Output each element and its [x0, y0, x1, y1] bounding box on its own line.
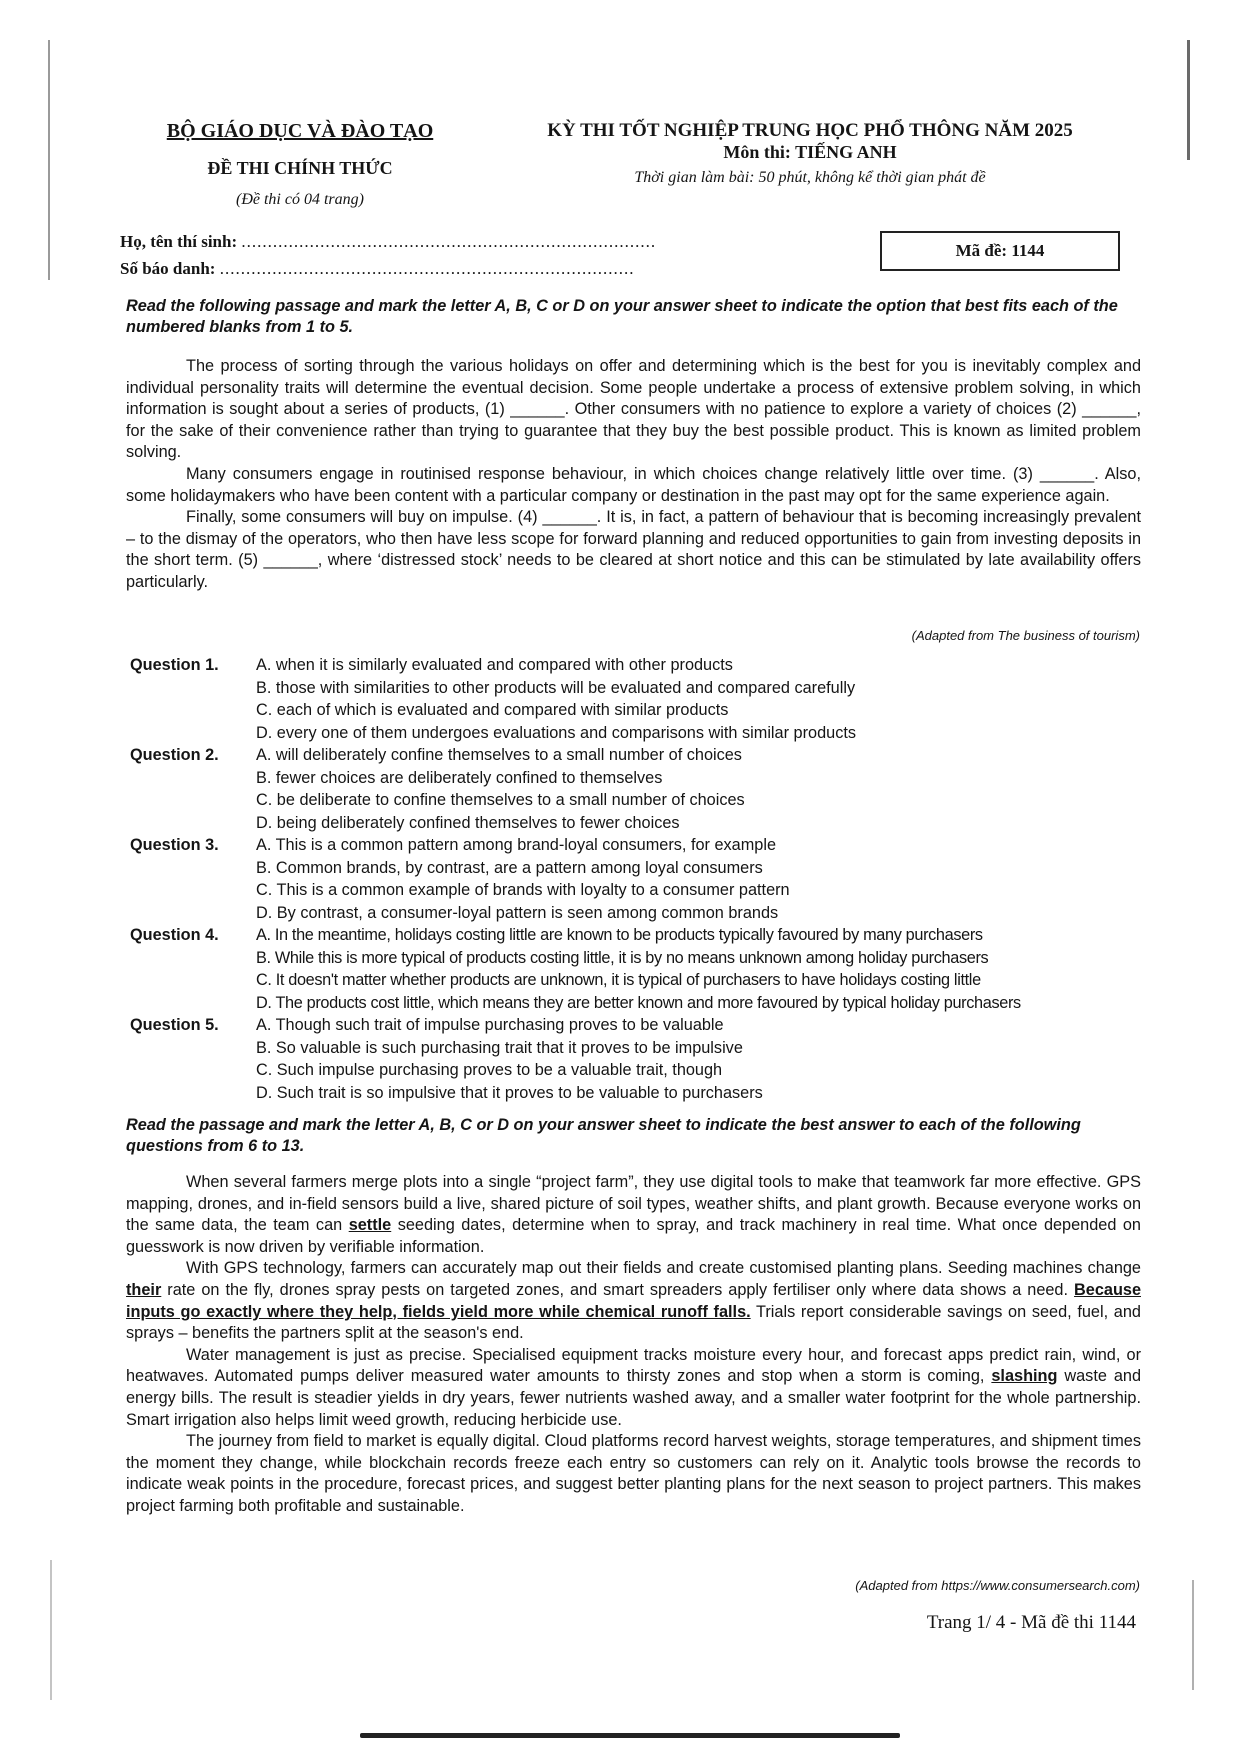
section1-source: (Adapted from The business of tourism) [911, 628, 1140, 643]
q2-option-c[interactable]: C. be deliberate to confine themselves to a small number of choices [256, 791, 745, 809]
passage2-paragraph-3: Water management is just as precise. Specialised equipment tracks moisture every hour, and forecast apps predict rain, wind, or heatwaves. Automated pumps deliver measured water amounts to thirsty zones and stop when a storm is coming, slashing waste and energy bills. The result is steadier yields in dry years, fewer nutrients washed away, and a smaller water footprint for the whole partnership. Smart irrigation also helps limit weed growth, reducing herbicide use. [126, 1345, 1141, 1429]
subject-title: Môn thi: TIẾNG ANH [723, 142, 897, 162]
passage1-paragraph-1: The process of sorting through the various holidays on offer and determining which is the best for you is inevitably complex and individual personality traits will determine the eventual decision. Some people undertake a process of extensive problem solving, in which information is sought about a series of products, (1) ______. Other consumers with no patience to explore a variety of choices (2) ______, for the sake of their convenience rather than trying to guarantee that they buy the best possible product. This is known as limited problem solving. [126, 357, 1141, 462]
section2-instruction: Read the passage and mark the letter A, B, C or D on your answer sheet to indicate the best answer to each of the following questions from 6 to 13. [126, 1116, 1081, 1155]
q1-option-c[interactable]: C. each of which is evaluated and compared with similar products [256, 701, 729, 719]
header-left [130, 120, 470, 209]
section1-instruction: Read the following passage and mark the letter A, B, C or D on your answer sheet to indicate the option that best fits each of the numbered blanks from 1 to 5. [126, 297, 1118, 336]
q5-option-d[interactable]: D. Such trait is so impulsive that it proves to be valuable to purchasers [256, 1083, 763, 1102]
section2-passage [126, 1172, 1141, 1518]
q4-option-b[interactable]: B. While this is more typical of products costing little, it is by no means unknown among holiday purchasers [256, 948, 989, 967]
q5-option-a[interactable]: A. Though such trait of impulse purchasing proves to be valuable [256, 1016, 724, 1034]
official-label: ĐỀ THI CHÍNH THỨC [207, 158, 393, 178]
scan-edge-right [1187, 40, 1190, 160]
time-note: Thời gian làm bài: 50 phút, không kể thời gian phát đề [634, 169, 986, 186]
id-field: Số báo danh: ............................................................................... [120, 259, 635, 278]
q2-option-b[interactable]: B. fewer choices are deliberately confined to themselves [256, 768, 663, 787]
q1-option-a[interactable]: A. when it is similarly evaluated and compared with other products [256, 656, 733, 674]
section1-passage [126, 356, 1141, 594]
header-right [490, 120, 1130, 187]
scan-edge-left-lower [50, 1560, 52, 1700]
underlined-word-slashing: slashing [991, 1367, 1058, 1386]
question-5: Question 5. A. Though such trait of impulse purchasing proves to be valuable B. So valuable is such purchasing trait that it proves to be impulsive C. Such impulse purchasing proves to be a valuable trait, though D. Such trait is so impulsive that it proves to be valuable to purchasers [130, 1014, 1140, 1104]
q1-option-d[interactable]: D. every one of them undergoes evaluations and comparisons with similar products [256, 723, 856, 742]
q2-option-d[interactable]: D. being deliberately confined themselves to fewer choices [256, 813, 680, 832]
passage2-paragraph-4: The journey from field to market is equally digital. Cloud platforms record harvest weights, storage temperatures, and shipment times the moment they change, while blockchain records freeze each entry so customers can rely on it. Analytic tools browse the records to indicate weak points in the procedure, forecast prices, and suggest better planting plans for the next season to project partners. This makes project farming both profitable and sustainable. [126, 1432, 1141, 1515]
name-field: Họ, tên thí sinh: ............................................................................... [120, 232, 657, 251]
underlined-word-settle: settle [348, 1216, 392, 1235]
q4-option-a[interactable]: A. In the meantime, holidays costing little are known to be products typically favoured by many purchasers [256, 926, 983, 944]
q1-option-b[interactable]: B. those with similarities to other products will be evaluated and compared carefully [256, 678, 856, 697]
q5-option-c[interactable]: C. Such impulse purchasing proves to be a valuable trait, though [256, 1061, 723, 1079]
q3-option-c[interactable]: C. This is a common example of brands with loyalty to a consumer pattern [256, 881, 790, 899]
exam-title: KỲ THI TỐT NGHIỆP TRUNG HỌC PHỔ THÔNG NĂM 2025 [547, 120, 1073, 141]
passage1-paragraph-3: Finally, some consumers will buy on impulse. (4) ______. It is, in fact, a pattern of behaviour that is becoming increasingly prevalent – to the dismay of the operators, who then have less scope for forward planning and reduced opportunities to gain from investing deposits in the short term. (5) ______, where ‘distressed stock’ needs to be cleared at short notice and this can be stimulated by late availability offers particularly. [126, 508, 1141, 591]
question-1: Question 1. A. when it is similarly evaluated and compared with other products B. those with similarities to other products will be evaluated and compared carefully C. each of which is evaluated and compared with similar products D. every one of them undergoes evaluations and comparisons with similar products [130, 654, 1140, 744]
q4-option-c[interactable]: C. It doesn't matter whether products are unknown, it is typical of purchasers to have holidays costing little [256, 971, 981, 989]
ministry-title: BỘ GIÁO DỤC VÀ ĐÀO TẠO [166, 120, 434, 142]
id-dots: ............................................................................... [219, 259, 635, 278]
page-footer: Trang 1/ 4 - Mã đề thi 1144 [926, 1612, 1136, 1633]
passage2-paragraph-1: When several farmers merge plots into a single “project farm”, they use digital tools to make that teamwork far more effective. GPS mapping, drones, and in-field sensors build a live, shared picture of soil types, weather shifts, and plant growth. Because everyone works on the same data, the team can settle seeding dates, determine when to spray, and track machinery in real time. What once depended on guesswork is now driven by verifiable information. [126, 1173, 1141, 1256]
question-4: Question 4. A. In the meantime, holidays costing little are known to be products typically favoured by many purchasers B. While this is more typical of products costing little, it is by no means unknown among holiday purchasers C. It doesn't matter whether products are unknown, it is typical of purchasers to have holidays costing little D. The products cost little, which means they are better known and more favoured by typical holiday purchasers [130, 924, 1140, 1014]
q3-option-b[interactable]: B. Common brands, by contrast, are a pattern among loyal consumers [256, 858, 763, 877]
q3-option-a[interactable]: A. This is a common pattern among brand-loyal consumers, for example [256, 836, 777, 854]
q2-option-a[interactable]: A. will deliberately confine themselves to a small number of choices [256, 746, 742, 764]
underlined-word-their: their [126, 1280, 162, 1299]
scan-edge-right-lower [1192, 1580, 1194, 1690]
passage1-paragraph-2: Many consumers engage in routinised response behaviour, in which choices change relatively little over time. (3) ______. Also, some holidaymakers who have been content with a particular company or destination in the past may opt for the same experience again. [126, 464, 1141, 505]
q4-option-d[interactable]: D. The products cost little, which means they are better known and more favoured by typical holiday purchasers [256, 993, 1021, 1012]
underlined-sentence: Because inputs go exactly where they help, fields yield more while chemical runoff falls. [126, 1280, 1141, 1321]
name-dots: ............................................................................... [241, 232, 657, 251]
passage2-paragraph-2: With GPS technology, farmers can accurately map out their fields and create customised planting plans. Seeding machines change their rate on the fly, drones spray pests on targeted zones, and smart spreaders apply fertiliser only where data shows a need. Because inputs go exactly where they help, fields yield more while chemical runoff falls. Trials report considerable savings on seed, fuel, and sprays – benefits the partners split at the season's end. [126, 1259, 1141, 1343]
question-2: Question 2. A. will deliberately confine themselves to a small number of choices B. fewer choices are deliberately confined to themselves C. be deliberate to confine themselves to a small number of choices D. being deliberately confined themselves to fewer choices [130, 744, 1140, 834]
q3-option-d[interactable]: D. By contrast, a consumer-loyal pattern is seen among common brands [256, 903, 779, 922]
section2-source: (Adapted from https://www.consumersearch.com) [855, 1578, 1140, 1593]
exam-code-box: Mã đề: 1144 [880, 231, 1120, 271]
question-list [130, 654, 1140, 1104]
question-3: Question 3. A. This is a common pattern among brand-loyal consumers, for example B. Common brands, by contrast, are a pattern among loyal consumers C. This is a common example of brands with loyalty to a consumer pattern D. By contrast, a consumer-loyal pattern is seen among common brands [130, 834, 1140, 924]
candidate-fields [120, 228, 656, 282]
q5-option-b[interactable]: B. So valuable is such purchasing trait that it proves to be impulsive [256, 1038, 743, 1057]
scan-edge-left [48, 40, 50, 280]
page-count-note: (Đề thi có 04 trang) [236, 191, 364, 208]
scan-bottom-bar [360, 1733, 900, 1738]
